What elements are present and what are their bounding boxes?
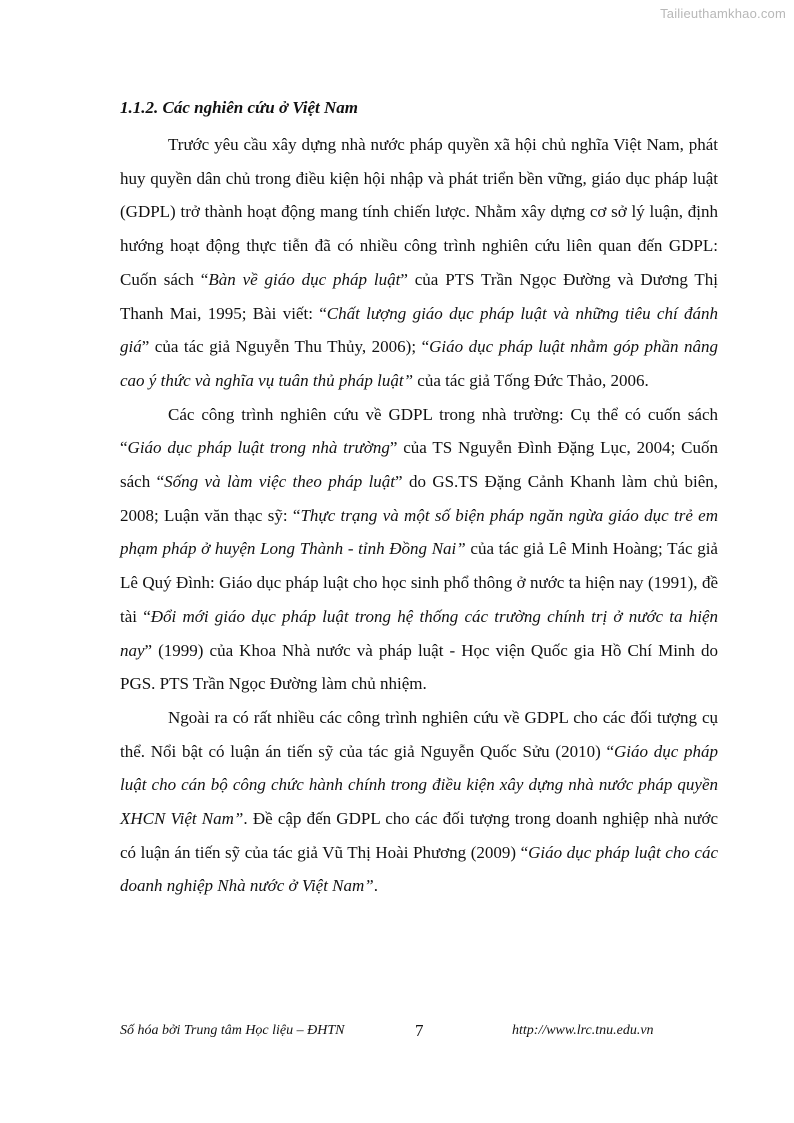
paragraph-text: của tác giả Lê Minh Hoàng; Tác giả Lê Quý Đình: Giáo dục pháp luật cho học sinh phổ thông ở nước ta hiện nay (1991), đề tài “ [120, 539, 718, 626]
footer-url: http://www.lrc.tnu.edu.vn [512, 1023, 654, 1038]
paragraph-text: Các công trình nghiên cứu về GDPL trong nhà trường: Cụ thể có cuốn sách “ [120, 404, 718, 458]
paragraph-text: . Đề cập đến GDPL cho các đối tượng trong doanh nghiệp nhà nước có luận án tiến sỹ của tác giả Vũ Thị Hoài Phương (2009) “ [120, 809, 719, 862]
paragraph-text: ” của PTS Trần Ngọc Đường và Dương Thị Thanh Mai, 1995; Bài viết: “ [120, 269, 718, 323]
italic-title-text: Thực trạng và một số biện pháp ngăn ngừa giáo dục trẻ em phạm pháp ở huyện Long Thành - tỉnh Đồng Nai” [120, 505, 718, 559]
document-body [120, 96, 718, 903]
italic-title-text: Giáo dục pháp luật nhằm góp phần nâng cao ý thức và nghĩa vụ tuân thủ pháp luật” [120, 337, 718, 390]
italic-title-text: Giáo dục pháp luật trong nhà trường [127, 438, 390, 458]
italic-title-text: Sống và làm việc theo pháp luật [164, 472, 396, 492]
body-paragraph [120, 398, 718, 701]
body-paragraph [120, 701, 718, 903]
watermark: Tailieuthamkhao.com [660, 6, 786, 21]
footer-source: Số hóa bởi Trung tâm Học liệu – ĐHTN [120, 1023, 345, 1038]
italic-title-text: Giáo dục pháp luật cho các doanh nghiệp Nhà nước ở Việt Nam” [120, 842, 718, 896]
italic-title-text: Đổi mới giáo dục pháp luật trong hệ thống các trường chính trị ở nước ta hiện nay [120, 606, 719, 660]
paragraph-text: Ngoài ra có rất nhiều các công trình nghiên cứu về GDPL cho các đối tượng cụ thể. Nổi bật có luận án tiến sỹ của tác giả Nguyễn Quốc Sửu (2010) “ [120, 707, 718, 761]
paragraph-text: ” do GS.TS Đặng Cảnh Khanh làm chủ biên, 2008; Luận văn thạc sỹ: “ [120, 472, 718, 525]
paragraph-text: Trước yêu cầu xây dựng nhà nước pháp quyền xã hội chủ nghĩa Việt Nam, phát huy quyền dân chủ trong điều kiện hội nhập và phát triển bền vững, giáo dục pháp luật (GDPL) trở thành hoạt động mang tính chiến lược. Nhằm xây dựng cơ sở lý luận, định hướng hoạt động thực tiễn đã có nhiều công trình nghiên cứu liên quan đến GDPL: Cuốn sách “ [120, 135, 718, 289]
body-paragraph [120, 128, 718, 398]
italic-title-text: Bàn về giáo dục pháp luật [208, 269, 401, 289]
paragraph-text: ” của TS Nguyễn Đình Đặng Lục, 2004; Cuốn sách “ [120, 438, 718, 492]
italic-title-text: Chất lượng giáo dục pháp luật và những tiêu chí đánh giá [120, 303, 718, 357]
page-footer [120, 1021, 680, 1043]
section-heading: 1.1.2. Các nghiên cứu ở Việt Nam [120, 98, 358, 117]
italic-title-text: Giáo dục pháp luật cho cán bộ công chức hành chính trong điều kiện xây dựng nhà nước pháp quyền XHCN Việt Nam” [120, 741, 718, 829]
paragraphs [120, 128, 718, 903]
paragraph-text: ” của tác giả Nguyễn Thu Thủy, 2006); “ [141, 337, 430, 357]
page-number: 7 [415, 1021, 424, 1040]
paragraph-text: của tác giả Tống Đức Thảo, 2006. [413, 370, 649, 390]
paragraph-text: ” (1999) của Khoa Nhà nước và pháp luật - Học viện Quốc gia Hồ Chí Minh do PGS. PTS Trần Ngọc Đường làm chủ nhiệm. [120, 640, 718, 694]
paragraph-text: . [373, 876, 379, 896]
